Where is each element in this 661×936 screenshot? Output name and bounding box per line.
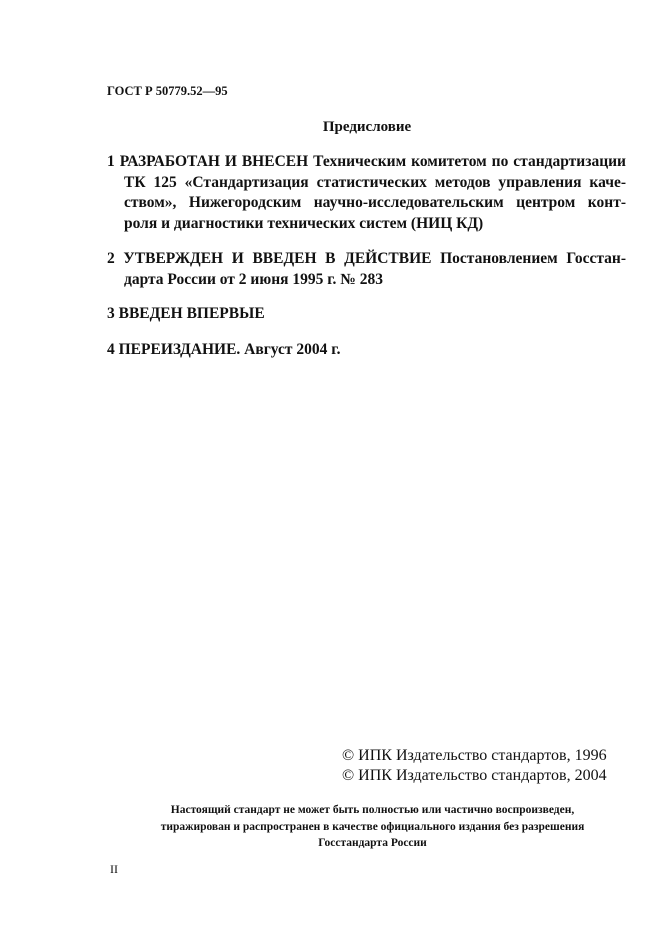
document-code: ГОСТ Р 50779.52—95 — [107, 84, 228, 98]
item-line: 4 ПЕРЕИЗДАНИЕ. Август 2004 г. — [107, 341, 341, 358]
preface-item-3 — [107, 304, 626, 325]
item-line: 2 УТВЕРЖДЕН И ВВЕДЕН В ДЕЙСТВИЕ Постановлением Госстан- — [107, 250, 626, 267]
item-line: 1 РАЗРАБОТАН И ВНЕСЕН Техническим комитетом по стандартизации — [107, 153, 626, 170]
preface-item-2 — [107, 249, 626, 290]
item-line: 3 ВВЕДЕН ВПЕРВЫЕ — [107, 305, 265, 322]
item-line: роля и диагностики технических систем (НИЦ КД) — [124, 214, 484, 232]
section-title: Предисловие — [322, 119, 412, 135]
item-line: дарта России от 2 июня 1995 г. № 283 — [124, 270, 384, 288]
reproduction-notice — [100, 802, 645, 852]
copyright-1996: © ИПК Издательство стандартов, 1996 — [342, 747, 607, 764]
notice-line: Настоящий стандарт не может быть полностью или частично воспроизведен, — [170, 804, 575, 816]
item-line: ством», Нижегородским научно-исследовательским центром конт- — [124, 194, 626, 211]
preface-item-1 — [107, 152, 626, 234]
page-number: II — [110, 862, 118, 876]
notice-line: Госстандарта России — [318, 837, 427, 849]
preface-item-4 — [107, 340, 626, 361]
notice-line: тиражирован и распространен в качестве официального издания без разрешения — [160, 820, 585, 833]
copyright-2004: © ИПК Издательство стандартов, 2004 — [342, 767, 607, 784]
item-line: ТК 125 «Стандартизация статистических методов управления каче- — [124, 173, 626, 191]
